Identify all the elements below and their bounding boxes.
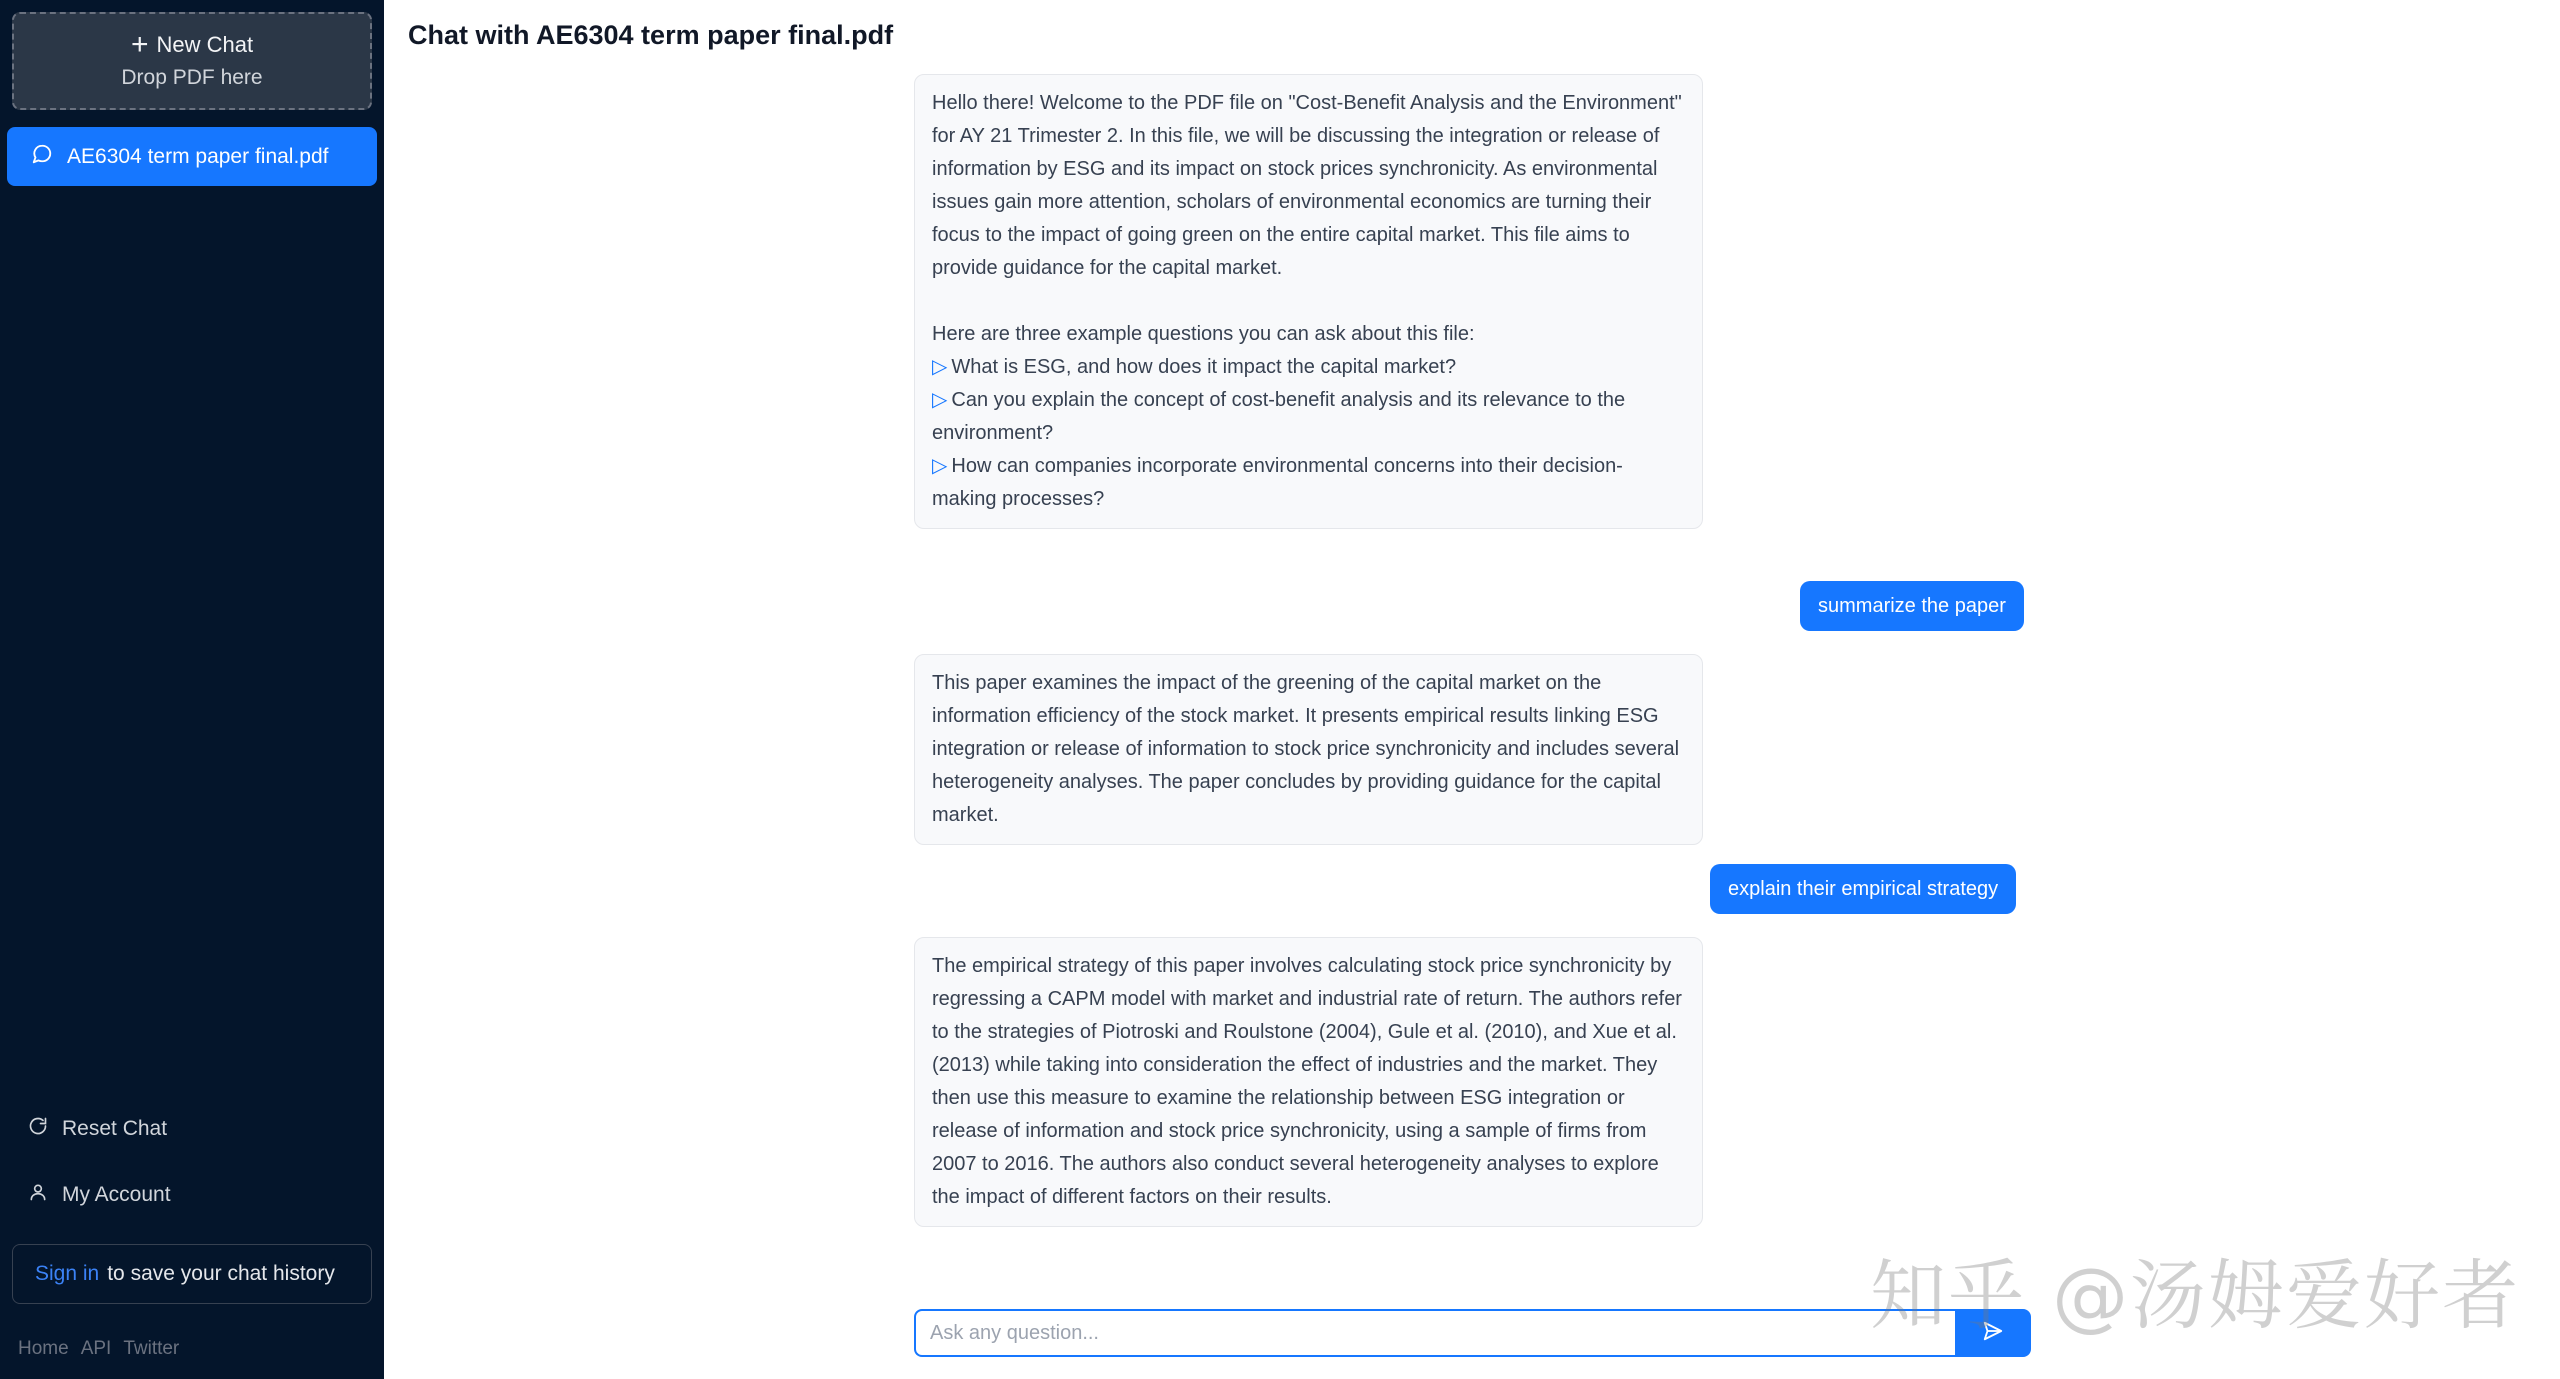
question-input[interactable] bbox=[914, 1309, 1955, 1357]
watermark: 知乎 @汤姆爱好者 bbox=[1870, 1251, 2521, 1340]
reset-chat-button[interactable] bbox=[28, 1116, 167, 1142]
footer-link-twitter[interactable]: Twitter bbox=[123, 1338, 180, 1359]
assistant-message-welcome bbox=[914, 74, 1703, 529]
user-icon bbox=[28, 1182, 48, 1208]
new-chat-row bbox=[130, 28, 254, 61]
footer-link-api[interactable]: API bbox=[80, 1338, 112, 1359]
example-question-text: What is ESG, and how does it impact the capital market? bbox=[951, 356, 1457, 378]
my-account-label: My Account bbox=[62, 1183, 171, 1206]
example-question-2[interactable] bbox=[932, 384, 1685, 450]
send-arrow-icon: ▷ bbox=[932, 455, 948, 477]
new-chat-label: New Chat bbox=[156, 32, 254, 57]
drop-pdf-hint: Drop PDF here bbox=[121, 66, 263, 89]
assistant-message: The empirical strategy of this paper involves calculating stock price synchronicity by regressing a CAPM model with market and industrial rate of return. The authors refer to the strategies of Piotroski and Roulstone (2004), Gule et al. (2010), and Xue et al. (2013) while taking into consideration the effect of industries and the market. They then use this measure to examine the relationship between ESG integration or release of information and stock price synchronicity, using a sample of firms from 2007 to 2016. The authors also conduct several heterogeneity analyses to explore the impact of different factors on their results. bbox=[914, 937, 1703, 1227]
chat-input-bar bbox=[914, 1309, 2031, 1357]
welcome-text: Hello there! Welcome to the PDF file on "Cost-Benefit Analysis and the Environment" for AY 21 Trimester 2. In this file, we will be discussing the integration or release of information by ESG and its impact on stock prices synchronicity. As environmental issues gain more attention, scholars of environmental economics are turning their focus to the impact of going green on the entire capital market. This file aims to provide guidance for the capital market. bbox=[932, 92, 1682, 279]
signin-prompt-text: to save your chat history bbox=[107, 1262, 335, 1285]
sign-in-link[interactable]: Sign in bbox=[35, 1262, 100, 1285]
signin-prompt bbox=[12, 1244, 372, 1304]
reset-icon bbox=[28, 1116, 48, 1142]
user-message: summarize the paper bbox=[1800, 581, 2024, 631]
send-arrow-icon: ▷ bbox=[932, 389, 948, 411]
example-question-3[interactable] bbox=[932, 450, 1685, 516]
assistant-message: This paper examines the impact of the greening of the capital market on the information efficiency of the stock market. It presents empirical results linking ESG integration or release of information to stock price synchronicity and includes several heterogeneity analyses. The paper concludes by providing guidance for the capital market. bbox=[914, 654, 1703, 845]
example-question-1[interactable] bbox=[932, 351, 1685, 384]
example-question-text: How can companies incorporate environmental concerns into their decision-making processes? bbox=[932, 455, 1623, 510]
page-title: Chat with AE6304 term paper final.pdf bbox=[408, 20, 894, 50]
reset-chat-label: Reset Chat bbox=[62, 1117, 168, 1140]
new-chat-dropzone[interactable] bbox=[12, 12, 372, 110]
sidebar bbox=[0, 0, 384, 1379]
plus-icon: + bbox=[130, 28, 149, 61]
user-message: explain their empirical strategy bbox=[1710, 864, 2016, 914]
paragraph-gap bbox=[932, 285, 1685, 318]
send-arrow-icon: ▷ bbox=[932, 356, 948, 378]
my-account-button[interactable] bbox=[28, 1182, 171, 1208]
chat-list-item-active[interactable] bbox=[7, 127, 377, 186]
footer-links bbox=[18, 1338, 179, 1360]
example-questions-intro: Here are three example questions you can ask about this file: bbox=[932, 323, 1475, 345]
footer-link-home[interactable]: Home bbox=[18, 1338, 69, 1359]
chat-bubble-icon bbox=[31, 143, 53, 171]
example-question-text: Can you explain the concept of cost-benefit analysis and its relevance to the environment? bbox=[932, 389, 1626, 444]
chat-list-item-label: AE6304 term paper final.pdf bbox=[67, 144, 329, 168]
